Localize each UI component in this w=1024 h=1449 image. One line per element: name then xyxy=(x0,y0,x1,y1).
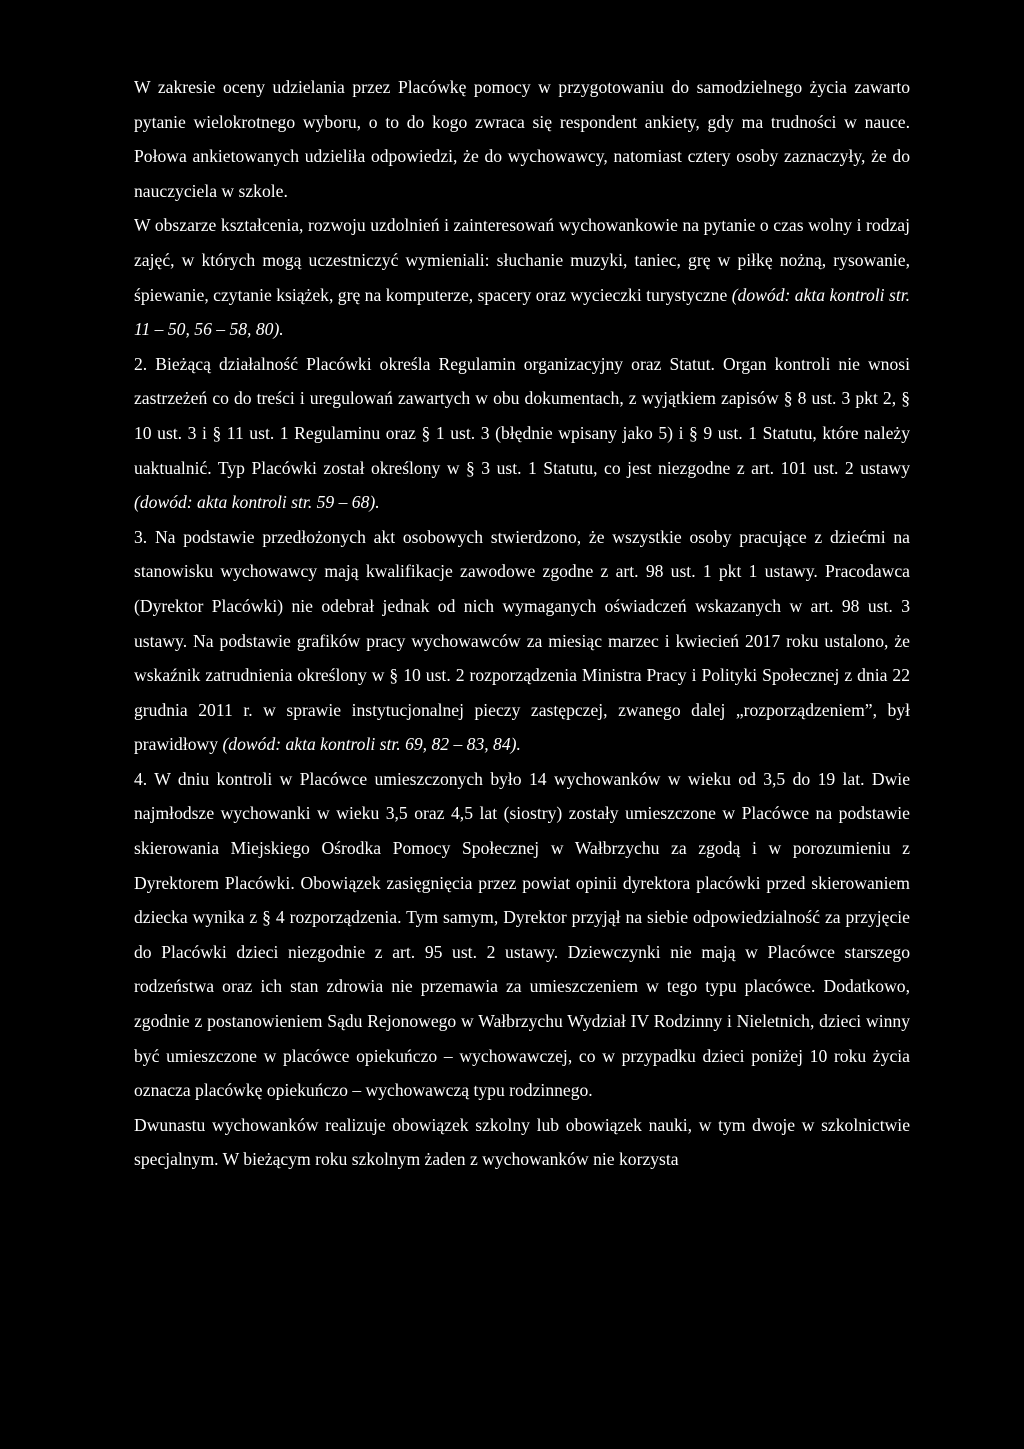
evidence-citation: (dowód: akta kontroli str. 69, 82 – 83, 84). xyxy=(222,734,521,755)
paragraph-education-interests xyxy=(134,208,910,346)
paragraph-schooling xyxy=(134,1108,910,1177)
paragraph-text: 4. W dniu kontroli w Placówce umieszczonych było 14 wychowanków w wieku od 3,5 do 19 lat. Dwie najmłodsze wychowanki w wieku 3,5 oraz 4,5 lat (siostry) zostały umieszczone w Placówce na podstawie skierowania Miejskiego Ośrodka Pomocy Społecznej w Wałbrzychu za zgodą i w porozumieniu z Dyrektorem Placówki. Obowiązek zasięgnięcia przez powiat opinii dyrektora placówki przed skierowaniem dziecka wynika z § 4 rozporządzenia. Tym samym, Dyrektor przyjął na siebie odpowiedzialność za przyjęcie do Placówki dzieci niezgodnie z art. 95 ust. 2 ustawy. Dziewczynki nie mają w Placówce starszego rodzeństwa oraz ich stan zdrowia nie przemawia za umieszczeniem w tego typu placówce. Dodatkowo, zgodnie z postanowieniem Sądu Rejonowego w Wałbrzychu Wydział IV Rodzinny i Nieletnich, dzieci winny być umieszczone w placówce opiekuńczo – wychowawczej, co w przypadku dzieci poniżej 10 roku życia oznacza placówkę opiekuńczo – wychowawczą typu rodzinnego. xyxy=(134,768,910,1101)
paragraph-support-independent-life xyxy=(134,70,910,208)
evidence-citation: (dowód: akta kontroli str. 59 – 68). xyxy=(134,492,380,513)
paragraph-text: 2. Bieżącą działalność Placówki określa Regulamin organizacyjny oraz Statut. Organ kontroli nie wnosi zastrzeżeń co do treści i uregulowań zawartych w obu dokumentach, z wyjątkiem zapisów § 8 ust. 3 pkt 2, § 10 ust. 3 i § 11 ust. 1 Regulaminu oraz § 1 ust. 3 (błędnie wpisany jako 5) i § 9 ust. 1 Statutu, które należy uaktualnić. Typ Placówki został określony w § 3 ust. 1 Statutu, co jest niezgodne z art. 101 ust. 2 ustawy xyxy=(134,353,910,478)
document-body xyxy=(134,70,910,1177)
paragraph-text: Dwunastu wychowanków realizuje obowiązek szkolny lub obowiązek nauki, w tym dwoje w szkolnictwie specjalnym. W bieżącym roku szkolnym żaden z wychowanków nie korzysta xyxy=(134,1114,910,1170)
paragraph-3-staff-qualifications xyxy=(134,520,910,762)
paragraph-text: W zakresie oceny udzielania przez Placówkę pomocy w przygotowaniu do samodzielnego życia zawarto pytanie wielokrotnego wyboru, o to do kogo zwraca się respondent ankiety, gdy ma trudności w nauce. Połowa ankietowanych udzieliła odpowiedzi, że do wychowawcy, natomiast cztery osoby zaznaczyły, że do nauczyciela w szkole. xyxy=(134,77,910,201)
paragraph-text: W obszarze kształcenia, rozwoju uzdolnień i zainteresowań wychowankowie na pytanie o czas wolny i rodzaj zajęć, w których mogą uczestniczyć wymieniali: słuchanie muzyki, taniec, grę w piłkę nożną, rysowanie, śpiewanie, czytanie książek, grę na komputerze, spacery oraz wycieczki turystyczne xyxy=(134,215,910,305)
evidence-citation: (dowód: akta kontroli str. 11 – 50, 56 – 58, 80). xyxy=(134,284,910,340)
paragraph-2-regulations xyxy=(134,347,910,520)
paragraph-text: 3. Na podstawie przedłożonych akt osobowych stwierdzono, że wszystkie osoby pracujące z dziećmi na stanowisku wychowawcy mają kwalifikacje zawodowe zgodne z art. 98 ust. 1 pkt 1 ustawy. Pracodawca (Dyrektor Placówki) nie odebrał jednak od nich wymaganych oświadczeń wskazanych w art. 98 ust. 3 ustawy. Na podstawie grafików pracy wychowawców za miesiąc marzec i kwiecień 2017 roku ustalono, że wskaźnik zatrudnienia określony w § 10 ust. 2 rozporządzenia Ministra Pracy i Polityki Społecznej z dnia 22 grudnia 2011 r. w sprawie instytucjonalnej pieczy zastępczej, zwanego dalej „rozporządzeniem”, był prawidłowy xyxy=(134,526,910,755)
paragraph-4-residents xyxy=(134,762,910,1108)
